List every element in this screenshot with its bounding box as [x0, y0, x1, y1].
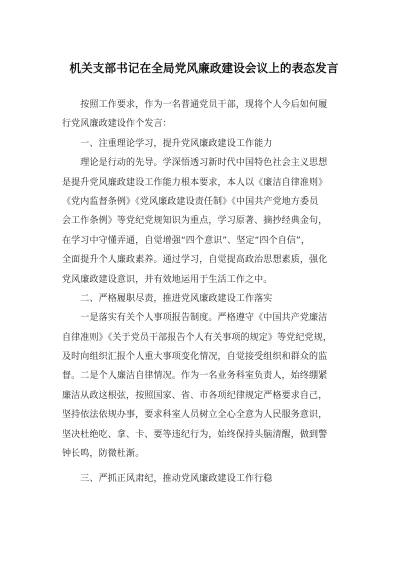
- paragraph-line: 党风廉政建设意识，并有效地运用于生活工作之中。: [62, 274, 273, 285]
- paragraph-line: 钟长鸣，防微杜渐。: [62, 449, 145, 460]
- paragraph-line: 行党风廉政建设作个发言：: [62, 119, 172, 130]
- section-heading: 二、严格履职尽责，推进党风廉政建设工作落实: [62, 293, 273, 304]
- paragraph-line: 《党内监督条例》《党风廉政建设责任制》《中国共产党地方委员: [62, 196, 319, 207]
- section-heading: 一、注重理论学习，提升党风廉政建设工作能力: [62, 138, 273, 149]
- paragraph-line: 是提升党风廉政建设工作能力根本要求，本人以《廉洁自律准则》: [62, 177, 328, 188]
- paragraph-line: 全面提升个人廉政素养。通过学习，自觉提高政治思想素质，强化: [62, 255, 328, 266]
- paragraph-line: 在学习中守懂弄通，自觉增强“四个意识”、坚定“四个自信”，: [62, 235, 311, 246]
- paragraph-line: 坚决杜绝吃、拿、卡、要等违纪行为，始终保持头脑清醒，做到警: [62, 429, 328, 440]
- paragraph-line: 一是落实有关个人事项报告制度。严格遵守《中国共产党廉洁: [62, 313, 328, 324]
- document-body: [62, 96, 352, 490]
- paragraph-line: 坚持依法依规办事，要求科室人员树立全心全意为人民服务意识，: [62, 410, 328, 421]
- paragraph-line: 及时向组织汇报个人重大事项变化情况，自觉接受组织和群众的监: [62, 352, 328, 363]
- section-heading: 三、严抓正风肃纪，推动党风廉政建设工作行稳: [62, 474, 273, 485]
- paragraph-line: 会工作条例》等党纪党规知识为重点，学习原著、摘抄经典金句，: [62, 216, 328, 227]
- paragraph-line: 廉洁从政这根弦，按照国家、省、市各项纪律规定严格要求自己，: [62, 390, 328, 401]
- paragraph-line: 理论是行动的先导。学深悟透习新时代中国特色社会主义思想: [62, 158, 328, 169]
- paragraph-line: 按照工作要求，作为一名普通党员干部，现将个人今后如何履: [62, 100, 328, 110]
- document-title: 机关支部书记在全局党风廉政建设会议上的表态发言: [69, 61, 339, 75]
- paragraph-line: 自律准则》《关于党员干部报告个人有关事项的规定》等党纪党规，: [62, 332, 333, 343]
- paragraph-line: 督。二是个人廉洁自律情况。作为一名业务科室负责人，始终绷紧: [62, 371, 328, 382]
